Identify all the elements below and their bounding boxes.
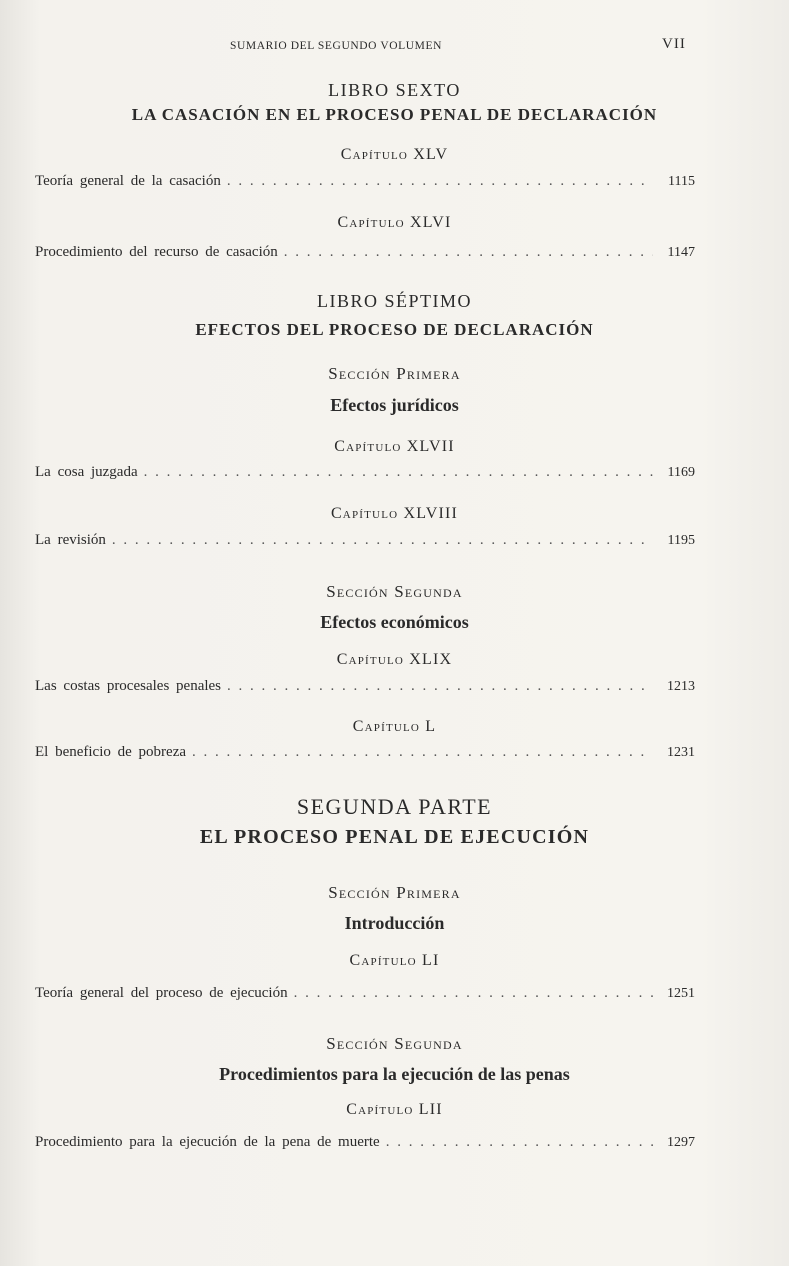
leader-dots	[227, 678, 653, 695]
leader-dots	[144, 464, 653, 481]
segunda-parte-title: EL PROCESO PENAL DE EJECUCIÓN	[199, 826, 590, 848]
seccion-primera-title-2: Introducción	[344, 913, 445, 933]
toc-entry-page: 1251	[667, 986, 695, 1001]
libro-sexto-heading: LIBRO SEXTO	[328, 80, 461, 100]
libro-septimo-title: EFECTOS DEL PROCESO DE DECLARACIÓN	[195, 320, 594, 339]
toc-entry-page: 1147	[667, 245, 695, 260]
toc-entry-ch51	[35, 985, 695, 1002]
seccion-primera-label: Sección Primera	[328, 364, 461, 383]
toc-entry-ch46	[35, 244, 695, 261]
leader-dots	[386, 1134, 653, 1151]
seccion-segunda-label-2: Sección Segunda	[326, 1034, 463, 1053]
toc-entry-title: Las costas procesales penales	[35, 678, 222, 694]
toc-entry-title: Procedimiento del recurso de casación	[35, 244, 278, 260]
toc-entry-page: 1297	[667, 1135, 695, 1150]
leader-dots	[284, 244, 653, 261]
running-head: SUMARIO DEL SEGUNDO VOLUMEN	[230, 40, 443, 52]
chapter-xlvii-label: Capítulo XLVII	[334, 438, 455, 455]
toc-entry-title: Procedimiento para la ejecución de la pena de muerte	[35, 1134, 380, 1150]
toc-entry-ch52	[35, 1134, 695, 1151]
leader-dots	[227, 173, 653, 190]
seccion-segunda-label: Sección Segunda	[326, 582, 463, 601]
chapter-xlv-label: Capítulo XLV	[340, 146, 449, 163]
toc-entry-title: La revisión	[35, 532, 106, 548]
toc-entry-page: 1231	[667, 745, 695, 760]
toc-entry-page: 1195	[667, 533, 695, 548]
chapter-l-label: Capítulo L	[352, 718, 437, 735]
toc-entry-title: La cosa juzgada	[35, 464, 138, 480]
libro-sexto-title: LA CASACIÓN EN EL PROCESO PENAL DE DECLARACIÓN	[131, 105, 658, 124]
toc-entry-ch48	[35, 532, 695, 549]
toc-entry-ch50	[35, 744, 695, 761]
toc-entry-ch47	[35, 464, 695, 481]
leader-dots	[192, 744, 653, 761]
seccion-primera-title: Efectos jurídicos	[330, 395, 459, 415]
toc-entry-ch45	[35, 173, 695, 190]
chapter-xlvi-label: Capítulo XLVI	[337, 214, 452, 231]
seccion-segunda-title-2: Procedimientos para la ejecución de las penas	[219, 1064, 570, 1084]
toc-entry-page: 1115	[668, 174, 695, 189]
chapter-li-label: Capítulo LI	[349, 952, 440, 969]
toc-entry-page: 1213	[667, 679, 695, 694]
toc-entry-ch49	[35, 678, 695, 695]
chapter-lii-label: Capítulo LII	[346, 1101, 443, 1118]
segunda-parte-heading: SEGUNDA PARTE	[296, 794, 493, 819]
toc-entry-page: 1169	[667, 465, 695, 480]
seccion-segunda-title: Efectos económicos	[320, 612, 469, 632]
toc-entry-title: Teoría general del proceso de ejecución	[35, 985, 288, 1001]
libro-septimo-heading: LIBRO SÉPTIMO	[316, 291, 472, 311]
toc-entry-title: Teoría general de la casación	[35, 173, 221, 189]
page-folio: VII	[662, 36, 686, 52]
seccion-primera-label-2: Sección Primera	[328, 883, 461, 902]
chapter-xlix-label: Capítulo XLIX	[336, 651, 453, 668]
leader-dots	[294, 985, 653, 1002]
leader-dots	[112, 532, 653, 549]
toc-entry-title: El beneficio de pobreza	[35, 744, 187, 760]
chapter-xlviii-label: Capítulo XLVIII	[330, 505, 459, 522]
